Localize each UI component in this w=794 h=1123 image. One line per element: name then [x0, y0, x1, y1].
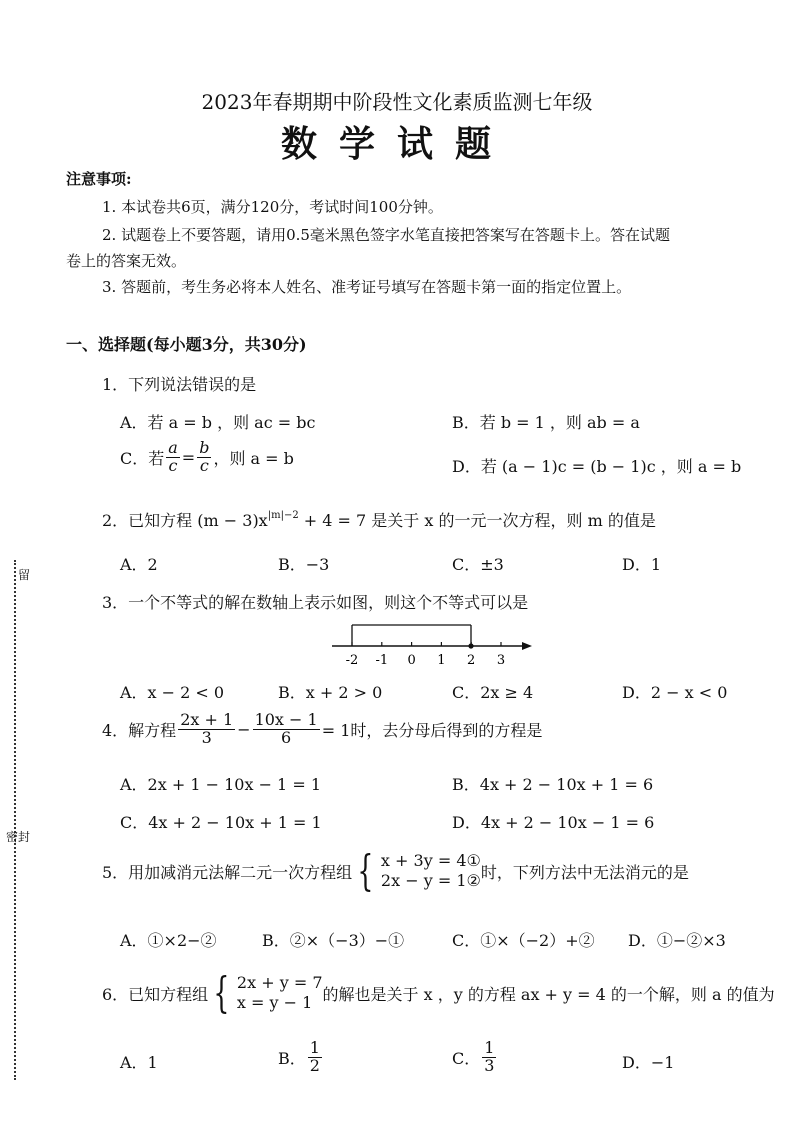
equation-row: 2x + y = 7: [236, 973, 323, 992]
q4-option-b: B．4x + 2 − 10x + 1 = 6: [452, 775, 654, 794]
minus-sign: −: [237, 719, 251, 739]
q6-option-c: [452, 1040, 498, 1075]
number-line-label: 0: [407, 653, 416, 668]
q6-stem-start: 6．已知方程组: [102, 984, 209, 1004]
q6-option-d: D．−1: [622, 1053, 675, 1072]
q6-stem-end: 的解也是关于 x ，y 的方程 ax + y = 4 的一个解，则 a 的值为: [322, 984, 775, 1004]
question-5-stem: [102, 846, 689, 895]
denominator: 6: [281, 727, 292, 747]
note-item: 3. 答题前，考生务必将本人姓名、准考证号填写在答题卡第一面的指定位置上。: [102, 278, 632, 296]
equation-row: 2x − y = 1②: [380, 871, 481, 890]
numerator: 10x − 1: [254, 710, 318, 729]
note-item: 1. 本试卷共6页，满分120分，考试时间100分钟。: [102, 198, 443, 216]
equation-row: x = y − 1: [236, 993, 313, 1012]
fraction: [253, 712, 320, 747]
q6-option-a: A．1: [120, 1053, 158, 1072]
q5-option-c: C．①×（−2）+②: [452, 931, 595, 950]
fraction: [166, 440, 180, 475]
denominator: 3: [201, 727, 212, 747]
q3-option-d: D．2 − x < 0: [622, 683, 728, 702]
subject-title: 数学试题: [280, 123, 513, 165]
exam-title-line: 2023年春期期中阶段性文化素质监测七年级: [201, 90, 593, 114]
q1-option-c-prefix: C．若: [120, 448, 165, 468]
notes-heading: 注意事项:: [66, 170, 132, 188]
margin-label: 留: [18, 568, 31, 582]
number-line-label: -2: [345, 653, 359, 668]
q1-option-d: D．若 (a − 1)c = (b − 1)c ，则 a = b: [452, 457, 742, 476]
q6-option-b: [278, 1040, 324, 1075]
numerator: b: [199, 438, 210, 457]
note-item: 卷上的答案无效。: [66, 252, 187, 270]
note-item: 2. 试题卷上不要答题，请用0.5毫米黑色签字水笔直接把答案写在答题卡上。答在试题: [102, 226, 670, 244]
numerator: 2x + 1: [180, 710, 234, 729]
left-brace-icon: {: [213, 968, 230, 1017]
q4-option-c: C．4x + 2 − 10x + 1 = 1: [120, 813, 322, 832]
number-line-label: -1: [375, 653, 389, 668]
q4-option-d: D．4x + 2 − 10x − 1 = 6: [452, 813, 655, 832]
fraction: [197, 440, 211, 475]
q2-option-c: C．±3: [452, 555, 504, 574]
section-heading: 一、选择题(每小题3分，共30分): [66, 335, 307, 354]
equation-system: [352, 846, 481, 895]
fraction: [308, 1040, 322, 1075]
denominator: 2: [309, 1055, 320, 1075]
denominator: c: [199, 455, 209, 475]
q4-stem-start: 4．解方程: [102, 720, 177, 740]
numerator: a: [168, 438, 178, 457]
question-2-stem: [102, 508, 656, 531]
q2-option-b: B．−3: [278, 555, 330, 574]
number-line-label: 2: [467, 653, 476, 668]
question-3-stem: 3．一个不等式的解在数轴上表示如图，则这个不等式可以是: [102, 593, 529, 612]
fraction: [178, 712, 235, 747]
q1-option-b: B．若 b = 1 ，则 ab = a: [452, 413, 640, 432]
q5-option-b: B．②×（−3）−①: [262, 931, 405, 950]
q5-stem-start: 5．用加减消元法解二元一次方程组: [102, 862, 353, 882]
equals-sign: =: [181, 447, 196, 467]
equation-row: x + 3y = 4①: [380, 851, 481, 870]
fraction: [482, 1040, 496, 1075]
q2-stem-end: + 4 = 7 是关于 x 的一元一次方程，则 m 的值是: [298, 511, 656, 530]
q2-option-a: A．2: [120, 555, 158, 574]
q3-option-a: A．x − 2 < 0: [120, 683, 225, 702]
q1-option-c: [120, 440, 294, 475]
q5-option-a: A．①×2−②: [120, 931, 217, 950]
q2-option-d: D．1: [622, 555, 662, 574]
q5-stem-end: 时，下列方法中无法消元的是: [480, 862, 689, 882]
question-1-stem: 1．下列说法错误的是: [102, 375, 257, 394]
left-brace-icon: {: [357, 846, 374, 895]
q3-option-b: B．x + 2 > 0: [278, 683, 383, 702]
q1-option-c-suffix: ，则 a = b: [213, 448, 294, 468]
q4-option-a: A．2x + 1 − 10x − 1 = 1: [120, 775, 321, 794]
q6-option-c-prefix: C．: [452, 1048, 481, 1068]
q1-option-a: A．若 a = b ，则 ac = bc: [120, 413, 316, 432]
binding-dotted-line: [14, 560, 20, 1080]
question-6-stem: [102, 968, 775, 1017]
q2-stem-start: 2．已知方程 (m − 3)x: [102, 511, 268, 530]
arrow-head-icon: [522, 642, 532, 650]
q3-option-c: C．2x ≥ 4: [452, 683, 534, 702]
question-4-stem: [102, 712, 542, 747]
number-line-label: 1: [437, 653, 446, 668]
equation-system: [208, 968, 323, 1017]
number-line-label: 3: [496, 653, 506, 668]
number-line-figure: [326, 616, 536, 672]
margin-label: 密封: [6, 830, 31, 844]
denominator: c: [168, 455, 178, 475]
q6-option-b-prefix: B．: [278, 1048, 306, 1068]
numerator: 1: [484, 1038, 495, 1057]
numerator: 1: [309, 1038, 320, 1057]
exponent: |m|−2: [267, 510, 299, 521]
q4-stem-end: = 1时，去分母后得到的方程是: [321, 720, 543, 740]
q5-option-d: D．①−②×3: [628, 931, 726, 950]
denominator: 3: [484, 1055, 495, 1075]
